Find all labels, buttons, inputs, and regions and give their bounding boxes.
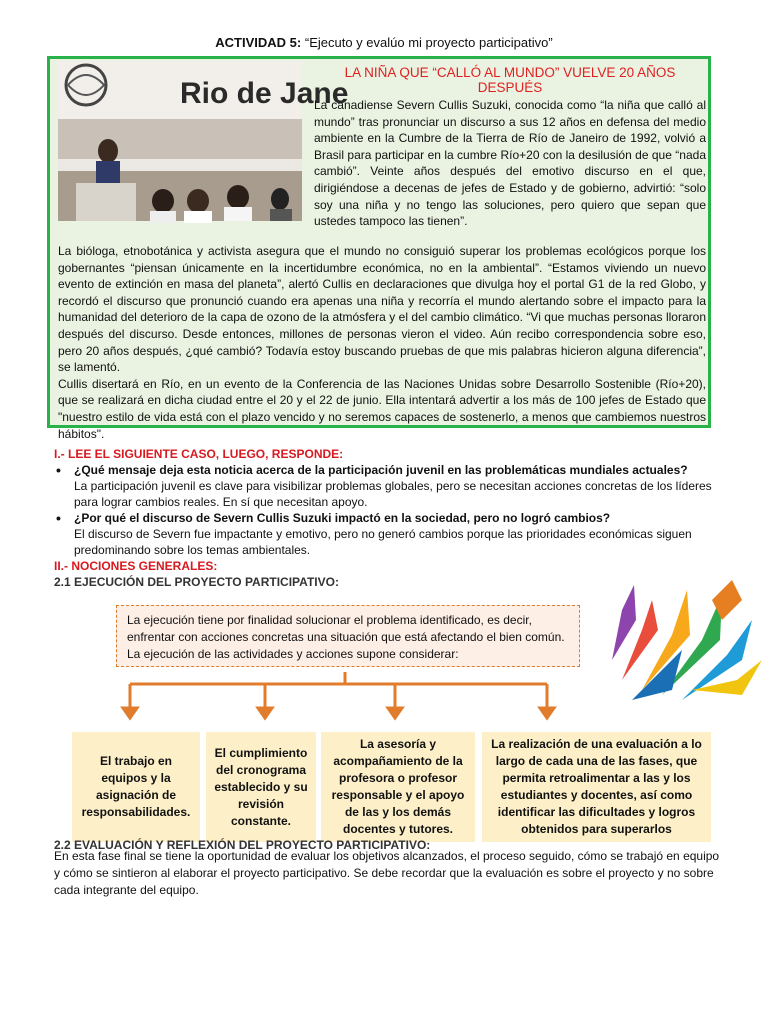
execution-intro-box: La ejecución tiene por finalidad solucionar el problema identificado, es decir, enfrentar con acciones concretas una situación que está afectando el bien común. La ejecución de las actividades y acciones supone considerar: [116,605,580,667]
question-2: • ¿Por qué el discurso de Severn Cullis Suzuki impactó en la sociedad, pero no logró cambios? [54,510,724,526]
section-2-heading: II.- NOCIONES GENERALES: [54,559,218,573]
section-1-heading: I.- LEE EL SIGUIENTE CASO, LUEGO, RESPONDE: [54,447,344,461]
card-advisory: La asesoría y acompañamiento de la profesora o profesor responsable y el apoyo de las y los demás docentes y tutores. [321,732,475,842]
news-paragraph-2: La bióloga, etnobotánica y activista asegura que el mundo no consiguió superar los problemas ecológicos porque los gobernantes “piensan únicamente en la incertidumbre económica, no en la ambiental”. “Estamos viviendo un nuevo evento de extinción en masa del planeta”, alertó Cullis en declaraciones que divulga hoy el portal G1 de la red Globo, y recordó el discurso que pronunció cuando era apenas una niña y recorría el mundo alertando sobre el impacto para la humanidad del deterioro de la capa de ozono de la atmósfera y el del cambio climático. “Vi que muchas personas lloraron después del discurso. Desde entonces, millones de personas vieron el video. Aún recibo correspondencia sobre eso, pero 20 años después, ¿qué cambió? Todavía estoy buscando pruebas de que mis palabras hicieron alguna diferencia”, se lamentó. [58,244,706,375]
answer-2: El discurso de Severn fue impactante y emotivo, pero no generó cambios porque las prioridades económicas siguen predominando sobre los temas ambientales. [74,527,692,557]
news-photo [58,61,349,221]
news-body [58,243,706,442]
news-headline: LA NIÑA QUE “CALLÓ AL MUNDO” VUELVE 20 AÑOS DESPUÉS [344,65,676,95]
subsection-2-2-heading: 2.2 EVALUACIÓN Y REFLEXIÓN DEL PROYECTO PARTICIPATIVO: [54,838,431,852]
answer-1: La participación juvenil es clave para visibilizar problemas globales, pero se necesitan acciones concretas de los líderes para lograr cambios reales. En sí que necesitan apoyo. [74,479,712,509]
activity-label: ACTIVIDAD 5: [215,35,302,50]
card-teamwork: El trabajo en equipos y la asignación de responsabilidades. [72,732,200,842]
question-1: • ¿Qué mensaje deja esta noticia acerca de la participación juvenil en las problemáticas mundiales actuales? [54,462,724,478]
connector-arrows [110,672,580,722]
news-paragraph-1: La canadiense Severn Cullis Suzuki, conocida como “la niña que calló al mundo” tras pronunciar un discurso a sus 12 años en defensa del medio ambiente en la Cumbre de la Tierra de Río de Janeiro de 1992, volvió a Brasil para participar en la cumbre Río+20 con la desilusión de que “nada cambió”. Veinte años después del emotivo discurso en el que, dirigiéndose a decenas de jefes de Estado y de gobierno, advirtió: “solo soy una niña y no tengo las soluciones, pero quiero que sepan que ustedes tampoco las tienen”. [314,98,706,229]
evaluation-section [54,838,724,899]
subsection-2-1-heading: 2.1 EJECUCIÓN DEL PROYECTO PARTICIPATIVO: [54,575,339,589]
news-paragraph-3: Cullis disertará en Río, en un evento de la Conferencia de las Naciones Unidas sobre Desarrollo Sostenible (Río+20), que se realizará en dicha ciudad entre el 20 y el 22 de junio. Ella intentará advertir a los más de 100 jefes de Estado que "nuestro estilo de vida está con el plazo vencido y no seremos capaces de sostenerlo, a menos que cambiemos nuestros hábitos". [58,376,706,441]
news-box [47,56,711,441]
colorful-hands-image [596,560,768,710]
card-evaluation: La realización de una evaluación a lo largo de cada una de las fases, que permita retroalimentar a las y los estudiantes y docentes, así como identificar las dificultades y logros obtenidos para superarlos [482,732,711,842]
card-schedule: El cumplimiento del cronograma establecido y su revisión constante. [206,732,316,842]
activity-title [0,35,768,50]
evaluation-text: En esta fase final se tiene la oportunidad de evaluar los objetivos alcanzados, el proceso seguido, cómo se trabajó en equipo y cómo se sintieron al elaborar el proyecto participativo. Se debe recordar que la evaluación es sobre el proyecto y no sobre cada integrante del equipo. [54,849,720,897]
photo-sign: Rio de Jane [180,77,349,110]
activity-name: “Ejecuto y evalúo mi proyecto participativo” [304,35,553,50]
